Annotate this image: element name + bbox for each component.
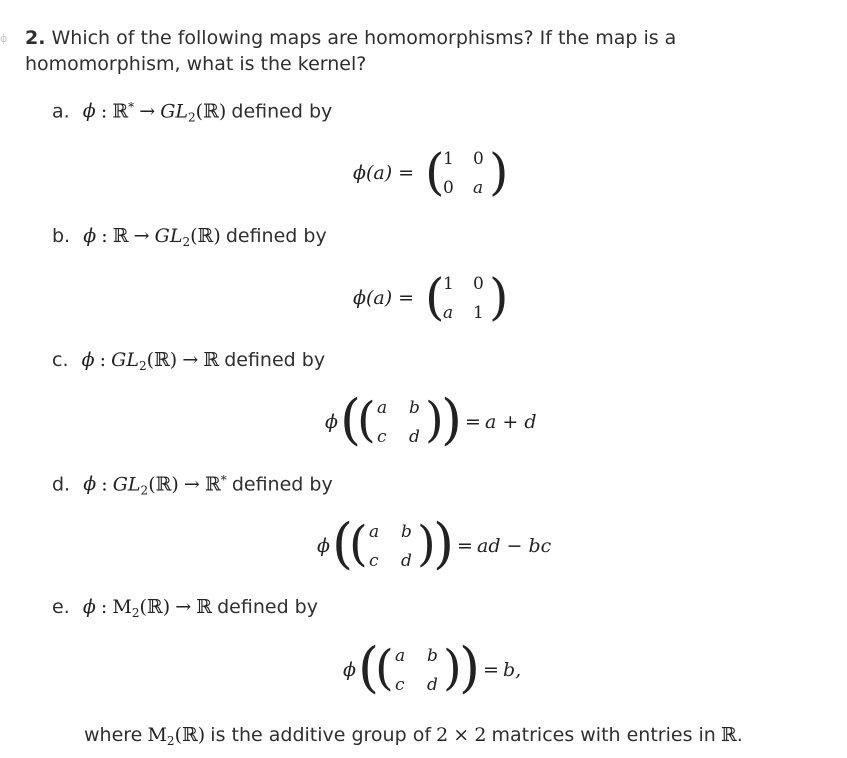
left-paren: ( <box>425 268 445 326</box>
m-symbol: M <box>147 724 167 746</box>
equals: = <box>483 659 499 681</box>
defined-by-text: defined by <box>231 473 333 496</box>
arrow: → <box>175 596 192 618</box>
question-text-1: Which of the following maps are homomorphisms? If the map is a <box>51 27 677 49</box>
part-d-heading <box>52 473 333 498</box>
part-a-heading <box>52 100 332 125</box>
reals-symbol: ℝ <box>720 724 737 746</box>
part-b-equation <box>353 270 513 330</box>
phi-symbol: ϕ <box>82 100 96 123</box>
is-text: is the additive group of <box>210 724 432 746</box>
matrix-cell-21: 0 <box>443 178 454 198</box>
matrix-cell-11: a <box>369 522 380 542</box>
defined-by-text: defined by <box>224 349 326 371</box>
equals: = <box>465 411 481 433</box>
matrix-cell-11: 1 <box>443 149 454 169</box>
phi-symbol: ϕ <box>81 349 95 371</box>
right-paren: ) <box>489 143 509 201</box>
gl-symbol: GL <box>112 473 141 496</box>
m-symbol: M <box>112 596 132 618</box>
star: * <box>220 473 227 487</box>
part-e-equation <box>343 636 563 703</box>
part-label: b. <box>52 225 71 247</box>
rhs: ad − bc <box>477 535 552 557</box>
part-b-heading <box>52 225 327 249</box>
inner-left-paren: ( <box>375 640 394 696</box>
left-paren: ( <box>425 143 445 201</box>
part-label: d. <box>52 473 71 496</box>
period: . <box>736 724 743 746</box>
inner-right-paren: ) <box>425 392 444 448</box>
colon: : <box>100 596 108 618</box>
phi-symbol: ϕ <box>325 411 338 433</box>
paren-open: ( <box>190 225 198 247</box>
part-label: e. <box>52 596 70 618</box>
rhs: a + d <box>485 411 537 433</box>
matrix-cell-21: c <box>395 675 405 695</box>
outer-right-paren: ) <box>433 512 455 575</box>
footer-line <box>84 724 743 748</box>
part-c-equation <box>325 388 565 455</box>
two: 2 <box>436 724 449 746</box>
paren-open: ( <box>146 349 154 371</box>
matrix-cell-12: b <box>427 646 438 666</box>
paren-close: ) <box>218 100 227 123</box>
reals-symbol: ℝ <box>203 100 219 123</box>
defined-by-text: defined by <box>217 596 318 618</box>
colon: : <box>100 100 108 123</box>
question-number: 2. <box>25 27 46 49</box>
paren-open: ( <box>148 473 156 496</box>
lhs: ϕ(a) = <box>353 162 415 184</box>
inner-right-paren: ) <box>417 516 436 572</box>
matrix-cell-12: 0 <box>473 274 484 294</box>
reals-symbol: ℝ <box>146 596 163 618</box>
subscript: 2 <box>131 606 140 621</box>
paren-close: ) <box>162 596 171 618</box>
matrix-cell-21: a <box>443 303 454 323</box>
gl-symbol: GL <box>111 349 139 371</box>
inner-left-paren: ( <box>349 516 368 572</box>
reals-symbol: ℝ <box>155 473 172 496</box>
paren-close: ) <box>169 349 178 371</box>
arrow: → <box>183 473 200 496</box>
reals-symbol: ℝ <box>112 225 129 247</box>
matrix-cell-12: 0 <box>473 149 484 169</box>
matrix-cell-21: c <box>377 427 387 447</box>
matrix-cell-22: d <box>409 427 420 447</box>
outer-right-paren: ) <box>459 636 481 699</box>
question-line-1 <box>25 27 676 49</box>
arrow: → <box>133 225 150 247</box>
matrix-cell-11: a <box>395 646 406 666</box>
reals-symbol: ℝ <box>154 349 170 371</box>
matrix-cell-22: a <box>473 178 484 198</box>
reals-symbol: ℝ <box>112 100 129 123</box>
arrow: → <box>139 100 156 123</box>
subscript: 2 <box>166 734 175 749</box>
paren-open: ( <box>195 100 204 123</box>
part-label: c. <box>52 349 69 371</box>
defined-by-text: defined by <box>231 100 333 123</box>
paren-open: ( <box>139 596 147 618</box>
matrix-cell-22: d <box>427 675 438 695</box>
outer-left-paren: ( <box>332 512 354 575</box>
paren-close: ) <box>213 225 221 247</box>
lhs: ϕ(a) = <box>353 287 415 309</box>
phi-symbol: ϕ <box>83 225 97 247</box>
reals-symbol: ℝ <box>196 596 213 618</box>
matrix-cell-12: b <box>401 522 412 542</box>
matrix-cell-11: 1 <box>443 274 454 294</box>
outer-left-paren: ( <box>340 388 362 451</box>
paren-open: ( <box>174 724 182 746</box>
rhs: b, <box>503 659 522 681</box>
colon: : <box>101 225 108 247</box>
matrix-cell-22: d <box>401 551 412 571</box>
phi-symbol: ϕ <box>317 535 330 557</box>
matrix-cell-22: 1 <box>473 303 484 323</box>
outer-left-paren: ( <box>358 636 380 699</box>
inner-right-paren: ) <box>443 640 462 696</box>
colon: : <box>101 473 108 496</box>
gl-symbol: GL <box>160 100 189 123</box>
matrices-text: matrices with entries in <box>491 724 716 746</box>
phi-symbol: ϕ <box>82 596 96 618</box>
right-paren: ) <box>489 268 509 326</box>
defined-by-text: defined by <box>225 225 327 247</box>
arrow: → <box>182 349 199 371</box>
equals: = <box>457 535 473 557</box>
colon: : <box>99 349 107 371</box>
where-text: where <box>84 724 143 746</box>
gl-symbol: GL <box>154 225 183 247</box>
matrix-cell-21: c <box>369 551 379 571</box>
question-line-2: homomorphism, what is the kernel? <box>25 53 367 75</box>
part-d-equation <box>317 512 577 579</box>
paren-close: ) <box>197 724 206 746</box>
part-a-equation <box>353 145 513 205</box>
reals-symbol: ℝ <box>181 724 198 746</box>
subscript: 2 <box>182 235 191 250</box>
cropped-fragment: ϕ <box>0 32 8 45</box>
part-e-heading <box>52 596 318 620</box>
reals-symbol: ℝ <box>197 225 214 247</box>
inner-left-paren: ( <box>357 392 376 448</box>
two: 2 <box>474 724 487 746</box>
paren-close: ) <box>171 473 179 496</box>
star: * <box>128 100 135 114</box>
subscript: 2 <box>188 110 196 125</box>
subscript: 2 <box>138 359 147 374</box>
reals-symbol: ℝ <box>203 349 220 371</box>
subscript: 2 <box>140 483 149 498</box>
matrix-cell-11: a <box>377 398 388 418</box>
reals-symbol: ℝ <box>204 473 221 496</box>
part-label: a. <box>52 100 70 123</box>
part-c-heading <box>52 349 325 373</box>
times: × <box>453 724 470 746</box>
outer-right-paren: ) <box>441 388 463 451</box>
phi-symbol: ϕ <box>83 473 97 496</box>
phi-symbol: ϕ <box>343 659 356 681</box>
matrix-cell-12: b <box>409 398 420 418</box>
